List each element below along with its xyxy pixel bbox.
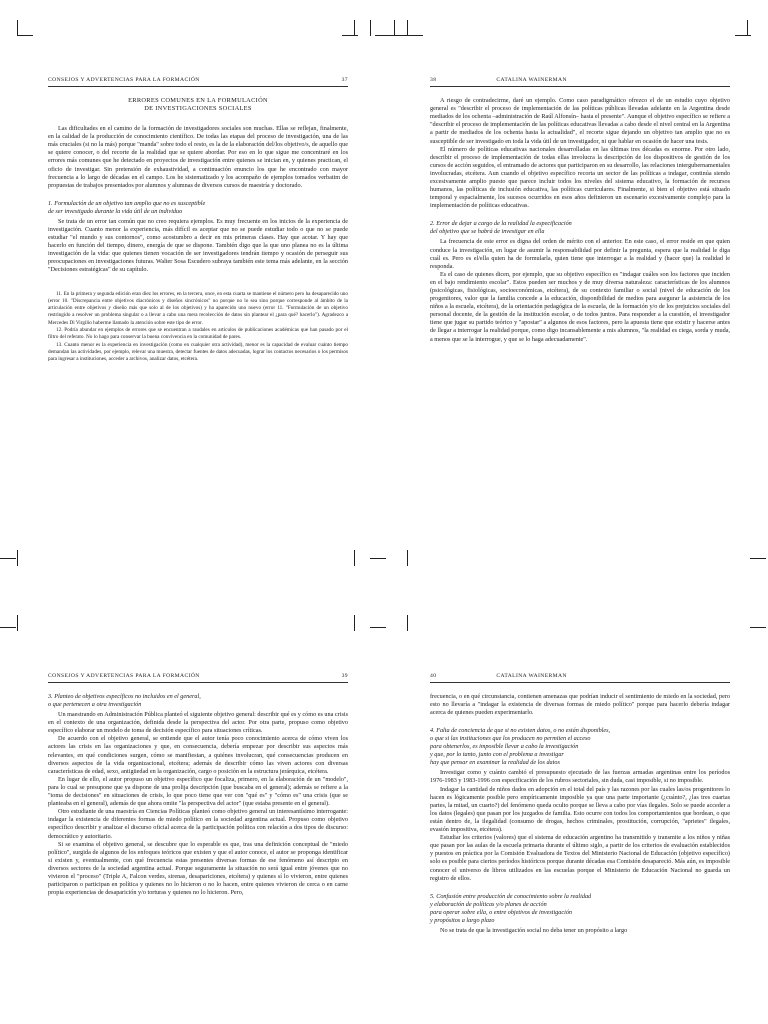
paragraph: La frecuencia de este error es digna del orden de mérito con el anterior. En este caso, el error reside en que quien conduce la investigación, en lugar de asumir la responsabilidad por definir la pregunta, espera que la realidad le diga cuál es. Pero es el/ella quien ha de formularla, quien tiene que interrogar a la realidad y (hacer que) la realidad le responda.: [430, 238, 730, 270]
page-number: 38: [430, 77, 437, 83]
crop-mark: [17, 615, 18, 631]
crop-mark: [750, 627, 766, 628]
paragraph: En lugar de ello, el autor propuso un objetivo específico que focaliza, primero, en la elaboración de un "modelo", para lo cual se presupone que ya dispone de una prolija descripción (que buscaba en el general); además se refiere a la "toma de decisiones" en situaciones de crisis, lo que poco tiene que ver con "qué es" y "cómo es" una crisis (que se planteaba en el general), además de que ahora omite "la perspectiva del actor" (que estaba presente en el general).: [48, 775, 348, 808]
header-author: CATALINA WAINERMAN: [496, 673, 567, 679]
crop-mark: [407, 615, 408, 631]
crop-mark: [370, 627, 386, 628]
crop-mark: [354, 550, 355, 566]
crop-mark: [394, 20, 395, 36]
page-number: 40: [430, 673, 437, 679]
crop-mark: [407, 20, 408, 36]
crop-mark: [370, 558, 386, 559]
subheading: 5. Confusión entre producción de conocimiento sobre la realidad y elaboración de políticas y/o planes de acción para operar sobre ella, o entre objetivos de investigación y propósitos a largo plazo: [430, 892, 592, 924]
paragraph: De acuerdo con el objetivo general, se entiende que el autor tenía poco conocimiento acerca de cómo viven los actores las crisis en las organizaciones y que, en consecuencia, debería empezar por describir sus aspectos más relevantes, en qué condiciones surgen, cómo se manifiestan, a quiénes involucran, qué consecuencias producen en diversos aspectos de la vida organizacional, etcétera; además de describir cómo las viven actores con diversas características de edad, sexo, antigüedad en la organización, cargo o posición en la estructura jerárquica, etcétera.: [48, 735, 348, 775]
crop-mark: [391, 35, 407, 36]
crop-mark: [17, 20, 18, 36]
paragraph: frecuencia, o en qué circunstancia, contienen amenazas que podrían inducir el sentimiento de miedo en la sociedad, pero esto no llevaría a "indagar la existencia de diversas formas de miedo político" porque para hacerlo debería indagar acerca de quienes pueden experimentarlo.: [430, 693, 730, 717]
paragraph: Investigar como y cuánto cambió el presupuesto ejecutado de las fuerzas armadas argentinas entre los períodos 1976-1983 y 1983-1996 con especificación de los rubros sectoriales, sin duda, casi imposible, si no imposible.: [430, 769, 730, 785]
crop-mark: [354, 20, 355, 36]
paragraph: Se trata de un error tan común que no creo requiera ejemplos. Es muy frecuente en los inicios de la experiencia de investigación. Cuanto menor la experiencia, más difícil es aceptar que no se puede estudiar todo o que no se puede estudiar "el mundo y sus contornos", como acostumbro a decir en mis primeras clases. Hay que acotar. Y hay que hacerlo en función del tiempo, dinero, energía de que se dispone. También digo que la que uno planea no es la última investigación de la vida: que quienes tienen vocación de ser investigadores tendrán tiempo y ocasión de perseguir sus preocupaciones en investigaciones futuras. Walter Sosa Escudero subraya también este tema más adelante, en la sección "Decisiones estratégicas" de su capítulo.: [48, 217, 348, 274]
subheading: 2. Error de dejar a cargo de la realidad la especificación del objetivo que se habrá de investigar en ella: [430, 220, 572, 236]
crop-mark: [407, 35, 423, 36]
paragraph: El número de políticas educativas nacionales desarrolladas en las últimas tres décadas es enorme. Por otro lado, describir el proceso de implementación de todas ellas involucra la descripción de los dispositivos de gestión de los cursos de acción seguidos, el entramado de actores que participaron en su desarrollo, las relaciones intergubernamentales involucradas, etcétera. Aun cuando el objetivo específico recorta un sector de las políticas a indagar, continúa siendo excesivamente amplio puesto que parece incluir todos los niveles del sistema educativo, la formación de recursos humanos, las políticas de inclusión educativa, las políticas curriculares. Finalmente, si bien el objetivo está situado temporal y espacialmente, los sucesos ocurridos en esos años definieron un escenario excesivamente complejo para la implementación de políticas educativas.: [430, 145, 730, 210]
section-title: ERRORES COMUNES EN LA FORMULACIÓN DE INVESTIGACIONES SOCIALES: [128, 97, 268, 113]
crop-mark: [0, 627, 16, 628]
subheading: 1. Formulación de un objetivo tan amplio que no es susceptible de ser investigado durante la vida útil de un individuo: [48, 199, 206, 215]
running-header: [430, 76, 730, 87]
running-header: [48, 76, 348, 87]
page-40: [430, 672, 730, 935]
page-38: [430, 76, 730, 344]
paragraph: Un maestrando en Administración Pública planteó el siguiente objetivo general: describir qué es y cómo es una crisis en el contexto de una organización, definida desde la perspectiva del actor. Por otra parte, propuso como objetivo específico elaborar un modelo de toma de decisión específico para situaciones críticas.: [48, 711, 348, 735]
crop-mark: [750, 558, 766, 559]
footnote: 11. En la primera y segunda edición eran diez los errores, en la tercera, once, en esta cuarta se mantiene el número pero ha desaparecido uno (error 10. "Discrepancia entre objetivos diacrónicos y diseños sincrónicos" no porque no lo sea sino porque corresponde al ámbito de la articulación entre objetivos y diseño más que solo al de los objetivos) y ha aparecido uno nuevo (error 11. "Formulación de un objetivo restringido a resolver un problema singular o a llevar a cabo una mera recolección de datos sin plantear el ¿para qué? hacerlo"). Agradezco a Mercedes Di Virgilio haberme llamado la atención sobre este tipo de error.: [48, 290, 348, 326]
footnotes: [48, 291, 348, 364]
page-number: 37: [341, 77, 348, 83]
running-header: [430, 672, 730, 683]
subheading: 4. Falta de conciencia de que si no existen datos, o no están disponibles, o que si las instituciones que los producen no permiten el acceso para obtenerlos, es imposible llevar a cabo la investigación y que, por lo tanto, junto con el problema a investigar hay que pensar en examinar la realidad de los datos: [430, 727, 611, 767]
crop-mark: [735, 35, 751, 36]
crop-mark: [370, 20, 371, 36]
crop-mark: [17, 35, 33, 36]
header-title: CONSEJOS Y ADVERTENCIAS PARA LA FORMACIÓN: [48, 77, 200, 83]
page-39: [48, 672, 348, 897]
crop-mark: [17, 550, 18, 566]
header-author: CATALINA WAINERMAN: [496, 77, 567, 83]
paragraph: A riesgo de contradecirme, daré un ejemplo. Como caso paradigmático ofrezco el de un estudio cuyo objetivo general es "describir el proceso de implementación de las políticas públicas llevadas adelante en la Argentina desde mediados de los ochenta –administración de Raúl Alfonsín– hasta el presente". Aunque el objetivo específico se refiere a "describir el proceso de implementación de las políticas educativas llevadas a cabo desde el nivel central en la Argentina a partir de mediados de los ochenta hasta la actualidad", el recorte sigue dejando un objetivo tan amplio que no es susceptible de ser investigado en toda la vida útil de un investigador, ni que hablar en ocasión de hacer una tesis.: [430, 97, 730, 145]
header-title: CONSEJOS Y ADVERTENCIAS PARA LA FORMACIÓN: [48, 673, 200, 679]
crop-mark: [375, 35, 391, 36]
footnote: 13. Cuanto menor es la experiencia en investigación (como en cualquier otra actividad), menor es la capacidad de evaluar cuánto tiempo demandan las actividades, por ejemplo, relevar una muestra, detectar fuentes de datos adecuadas, lograr los contactos necesarios o los permisos para ingresar a instituciones, acceder a archivos, analizar datos, etcétera.: [48, 341, 348, 363]
running-header: [48, 672, 348, 683]
paragraph: Es el caso de quienes dicen, por ejemplo, que su objetivo específico es "indagar cuáles son los factores que inciden en el bajo rendimiento escolar". Estos pueden ser muchos y de muy diversa naturaleza: características de los alumnos (psicológicas, fisiológicas, socioeconómicas, etcétera), de su contexto familiar o social (nivel de educación de los progenitores, valor que la familia concede a la educación, disponibilidad de medios para asegurar la asistencia de los niños a la escuela, etcétera), de la orientación pedagógica de la escuela, de la formación y/o de los prejuicios sociales del personal docente, de la gestión de la institución escolar, o de todos juntos. Para responder a la cuestión, el investigador tiene que jugar su partido teórico y "apostar" a algunos de esos factores, pero la apuesta tiene que existir y hacerse antes de llegar a interrogar la realidad porque, como digo incansablemente a mis alumnos, "la realidad es ciega, sorda y muda, a menos que se la interrogue, y que se lo haga adecuadamente".: [430, 270, 730, 343]
crop-mark: [407, 550, 408, 566]
crop-mark: [354, 615, 355, 631]
paragraph: No se trata de que la investigación social no deba tener un propósito a largo: [440, 926, 628, 934]
crop-mark: [0, 558, 16, 559]
crop-mark: [342, 35, 358, 36]
footnote: 12. Podría abundar en ejemplos de errores que se encuentran a raudales en artículos de publicaciones académicas que han pasado por el filtro del referato. No lo hago para conservar la buena convivencia en la comunidad de pares.: [48, 326, 348, 341]
page-number: 39: [341, 673, 348, 679]
paragraph: Las dificultades en el camino de la formación de investigadores sociales son muchas. Ellas se reflejan, finalmente, en la calidad de la producción de conocimiento científico. De todas las etapas del proceso de investigación, una de las más cruciales (si no la más) porque "manda" sobre todo el resto, es la de la elaboración del/los objetivo/s, de aquello que se quiere conocer, o del recorte de la realidad que se quiere abordar. Por eso en lo que sigue me concentraré en los errores más comunes que he detectado en proyectos de investigación entre quienes se inician en, y quienes practican, el oficio de investigar. Sin pretensión de exhaustividad, a continuación enuncio los que he encontrado con mayor frecuencia a lo largo de décadas en el campo. Los he sistematizado y los acompaño de ejemplos tomados verbatim de propuestas de trabajos presentados por alumnos y alumnas de diversos cursos de maestría y doctorado.: [48, 125, 348, 189]
paragraph: Si se examina el objetivo general, se descubre que lo esperable es que, tras una definición conceptual de "miedo político", surgida de algunos de los enfoques teóricos que existen y que el autor conoce, el autor se proponga identificar si existen y, eventualmente, con qué frecuencia estas presentes diversas formas de ese fenómeno así descripto en diversos sectores de la sociedad argentina actual. Porque seguramente la situación no será igual entre jóvenes que no vivieron el "proceso" (Triple A, Falcon verdes, sirenas, desapariciones, etcétera) y quienes sí lo vivieron, entre quienes participaron o participan en política y quienes no lo hicieron o no lo hacen, entre quienes vivieron de cerca o en carne propia experiencias de desaparición y/o torturas y quienes no lo hicieron. Pero,: [48, 840, 348, 897]
page-37: [48, 76, 348, 363]
subheading: 3. Planteo de objetivos específicos no incluidos en el general, o que pertenecen a otra investigación: [48, 693, 201, 709]
paragraph: Indagar la cantidad de niños dados en adopción en el total del país y las razones por las cuales las/os progenitores lo hacen es lógicamente posible pero empíricamente imposible ya que una parte importante (¿cuánto?, ¿las tres cuartas partes, la mitad, un cuarto?) del fenómeno queda oculto porque se lleva a cabo por vías ilegales. Solo se puede acceder a los datos (legales) que pasan por los juzgados de familia. Esto ocurre con todos los comportamientos que bordean, o que están dentro de, la ilegalidad (consumo de drogas, hechos criminales, prostitución, corrupción, "aprietes" ilegales, evasión impositiva, etcétera).: [430, 785, 730, 834]
paragraph: Estudiar los criterios (valores) que el sistema de educación argentino ha transmitido y transmite a los niños y niñas que pasan por las aulas de la escuela primaria durante el último siglo, a partir de los criterios de evaluación establecidos y puestos en práctica por la Comisión Evaluadora de Textos del Ministerio Nacional de Educación (objetivo específico) solo es posible para ciertos períodos históricos porque durante décadas esa Comisión desapareció. Más aún, es imposible conocer el universo de libros utilizados en las escuelas porque el Ministerio de Educación Nacional no guarda un registro de ellos.: [430, 834, 730, 882]
crop-mark: [747, 20, 748, 36]
paragraph: Otro estudiante de una maestría en Ciencias Políticas planteó como objetivo general un interesantísimo interrogante: indagar la existencia de diferentes formas de miedo político en la sociedad argentina actual. Propuso como objetivo específico describir y analizar el discurso oficial acerca de la participación política con relación a dos tipos de discurso: democrático y autoritario.: [48, 808, 348, 840]
